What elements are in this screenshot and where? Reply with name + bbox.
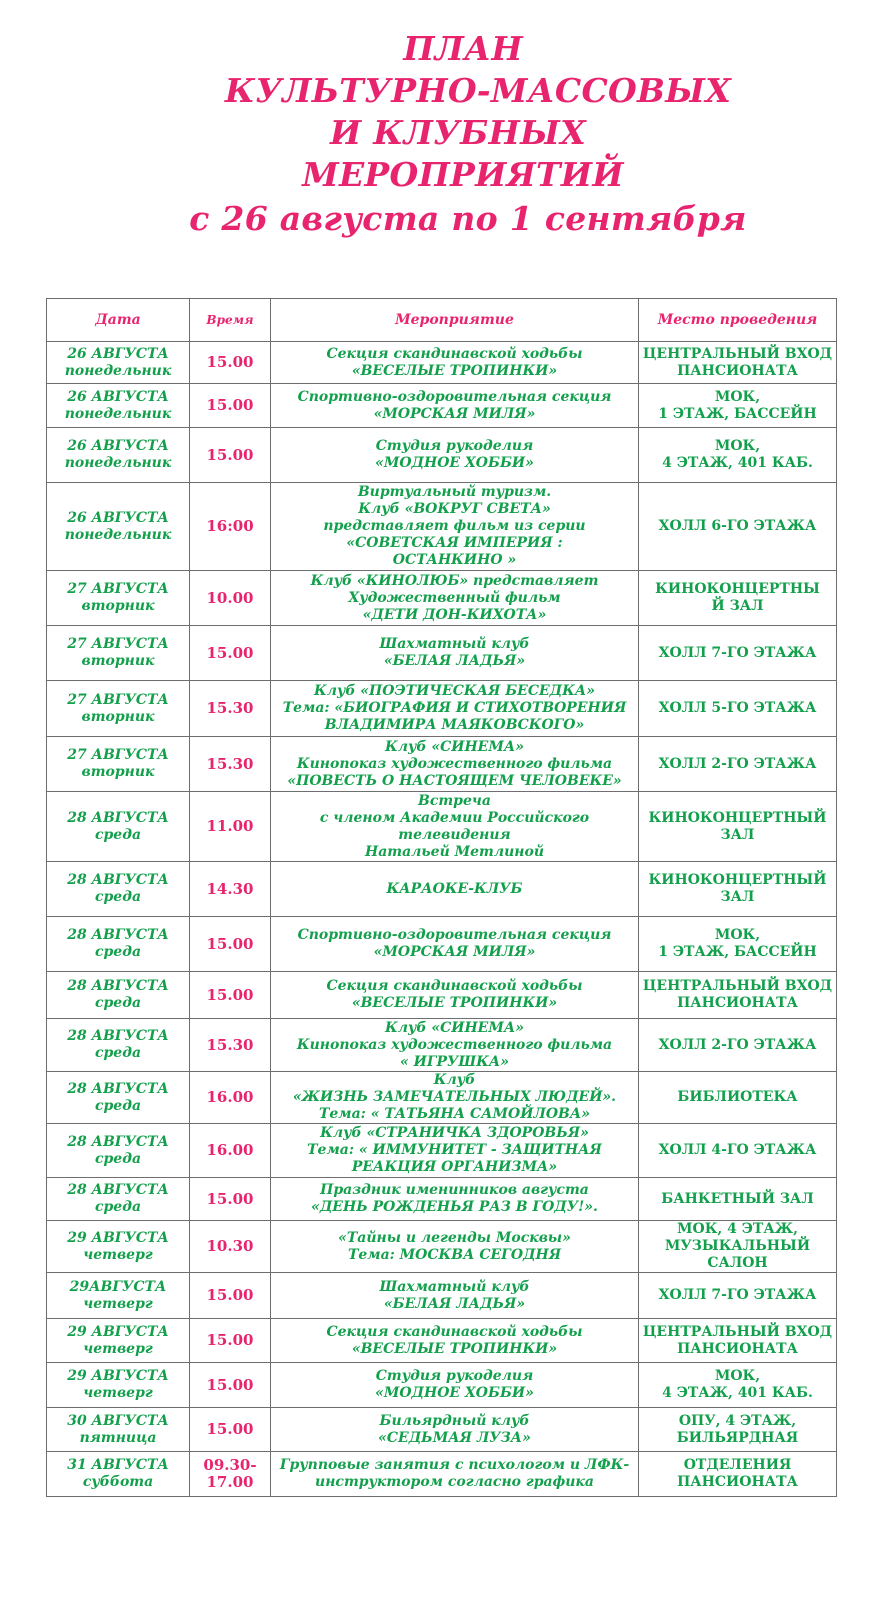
cell-event: Клуб «ПОЭТИЧЕСКАЯ БЕСЕДКА» Тема: «БИОГРАФИЯ И СТИХОТВОРЕНИЯ ВЛАДИМИРА МАЯКОВСКОГО» [271,681,639,737]
cell-place: ОТДЕЛЕНИЯ ПАНСИОНАТА [639,1452,837,1497]
cell-place: МОК, 1 ЭТАЖ, БАССЕЙН [639,917,837,972]
table-row [47,917,837,972]
cell-date: 28 АВГУСТА среда [47,972,190,1019]
table-row [47,1363,837,1408]
table-row [47,1072,837,1124]
cell-date: 27 АВГУСТА вторник [47,737,190,792]
cell-event: Секция скандинавской ходьбы «ВЕСЕЛЫЕ ТРОПИНКИ» [271,972,639,1019]
cell-time: 10.00 [190,571,271,626]
cell-place: КИНОКОНЦЕРТНЫ Й ЗАЛ [639,571,837,626]
table-header-row [47,299,837,342]
cell-time: 15.00 [190,626,271,681]
cell-event: Спортивно-оздоровительная секция «МОРСКАЯ МИЛЯ» [271,384,639,428]
cell-time: 15.00 [190,1273,271,1319]
cell-event: Клуб «СИНЕМА» Кинопоказ художественного фильма « ИГРУШКА» [271,1019,639,1072]
cell-place: БИБЛИОТЕКА [639,1072,837,1124]
cell-event: «Тайны и легенды Москвы» Тема: МОСКВА СЕГОДНЯ [271,1221,639,1273]
cell-time: 15.00 [190,1408,271,1452]
cell-place: ХОЛЛ 2-ГО ЭТАЖА [639,737,837,792]
table-row [47,571,837,626]
cell-time: 16:00 [190,483,271,571]
cell-event: Секция скандинавской ходьбы «ВЕСЕЛЫЕ ТРОПИНКИ» [271,1319,639,1363]
table-row [47,626,837,681]
table-row [47,1273,837,1319]
cell-event: Студия рукоделия «МОДНОЕ ХОББИ» [271,428,639,483]
cell-time: 15.00 [190,342,271,384]
cell-time: 16.00 [190,1072,271,1124]
cell-event: Студия рукоделия «МОДНОЕ ХОББИ» [271,1363,639,1408]
cell-date: 29 АВГУСТА четверг [47,1221,190,1273]
title-date-range: с 26 августа по 1 сентября [189,199,747,238]
schedule-rows [47,342,837,1497]
table-row [47,1408,837,1452]
table-row [47,384,837,428]
cell-time: 16.00 [190,1124,271,1178]
cell-date: 28 АВГУСТА среда [47,792,190,862]
cell-event: Шахматный клуб «БЕЛАЯ ЛАДЬЯ» [271,626,639,681]
cell-event: Шахматный клуб «БЕЛАЯ ЛАДЬЯ» [271,1273,639,1319]
cell-place: ХОЛЛ 5-ГО ЭТАЖА [639,681,837,737]
table-row [47,1019,837,1072]
cell-time: 15.00 [190,1363,271,1408]
table-row [47,1221,837,1273]
table-row [47,1452,837,1497]
table-row [47,862,837,917]
cell-time: 15.00 [190,384,271,428]
header-time: Время [190,299,271,342]
cell-time: 09.30- 17.00 [190,1452,271,1497]
cell-date: 28 АВГУСТА среда [47,862,190,917]
cell-date: 28 АВГУСТА среда [47,1072,190,1124]
cell-date: 27 АВГУСТА вторник [47,571,190,626]
cell-date: 31 АВГУСТА суббота [47,1452,190,1497]
cell-place: МОК, 4 ЭТАЖ, 401 КАБ. [639,428,837,483]
table-row [47,792,837,862]
cell-place: ХОЛЛ 7-ГО ЭТАЖА [639,626,837,681]
cell-place: БАНКЕТНЫЙ ЗАЛ [639,1178,837,1221]
cell-place: МОК, 4 ЭТАЖ, МУЗЫКАЛЬНЫЙ САЛОН [639,1221,837,1273]
cell-date: 29 АВГУСТА четверг [47,1319,190,1363]
cell-place: ОПУ, 4 ЭТАЖ, БИЛЬЯРДНАЯ [639,1408,837,1452]
cell-place: МОК, 4 ЭТАЖ, 401 КАБ. [639,1363,837,1408]
cell-date: 26 АВГУСТА понедельник [47,428,190,483]
cell-date: 26 АВГУСТА понедельник [47,342,190,384]
cell-date: 28 АВГУСТА среда [47,1124,190,1178]
cell-date: 28 АВГУСТА среда [47,1019,190,1072]
cell-date: 26 АВГУСТА понедельник [47,483,190,571]
cell-date: 26 АВГУСТА понедельник [47,384,190,428]
cell-place: ХОЛЛ 2-ГО ЭТАЖА [639,1019,837,1072]
title-line-3: И КЛУБНЫХ [330,113,586,152]
cell-time: 11.00 [190,792,271,862]
cell-place: ЦЕНТРАЛЬНЫЙ ВХОД ПАНСИОНАТА [639,1319,837,1363]
cell-event: Клуб «СТРАНИЧКА ЗДОРОВЬЯ» Тема: « ИММУНИТЕТ - ЗАЩИТНАЯ РЕАКЦИЯ ОРГАНИЗМА» [271,1124,639,1178]
cell-time: 15.00 [190,428,271,483]
cell-date: 27 АВГУСТА вторник [47,681,190,737]
cell-event: Встреча с членом Академии Российского телевидения Натальей Метлиной [271,792,639,862]
table-row [47,681,837,737]
cell-time: 14.30 [190,862,271,917]
cell-event: Спортивно-оздоровительная секция «МОРСКАЯ МИЛЯ» [271,917,639,972]
cell-time: 15.00 [190,1178,271,1221]
cell-event: Клуб «ЖИЗНЬ ЗАМЕЧАТЕЛЬНЫХ ЛЮДЕЙ». Тема: « ТАТЬЯНА САМОЙЛОВА» [271,1072,639,1124]
cell-place: ХОЛЛ 7-ГО ЭТАЖА [639,1273,837,1319]
cell-event: Клуб «КИНОЛЮБ» представляет Художественный фильм «ДЕТИ ДОН-КИХОТА» [271,571,639,626]
cell-date: 29 АВГУСТА четверг [47,1363,190,1408]
cell-event: Бильярдный клуб «СЕДЬМАЯ ЛУЗА» [271,1408,639,1452]
cell-event: Клуб «СИНЕМА» Кинопоказ художественного фильма «ПОВЕСТЬ О НАСТОЯЩЕМ ЧЕЛОВЕКЕ» [271,737,639,792]
cell-place: ЦЕНТРАЛЬНЫЙ ВХОД ПАНСИОНАТА [639,342,837,384]
table-row [47,972,837,1019]
cell-place: ХОЛЛ 4-ГО ЭТАЖА [639,1124,837,1178]
cell-date: 30 АВГУСТА пятница [47,1408,190,1452]
cell-place: МОК, 1 ЭТАЖ, БАССЕЙН [639,384,837,428]
title-line-2: КУЛЬТУРНО-МАССОВЫХ [224,71,732,110]
table-row [47,342,837,384]
cell-event: КАРАОКЕ-КЛУБ [271,862,639,917]
cell-event: Праздник именинников августа «ДЕНЬ РОЖДЕНЬЯ РАЗ В ГОДУ!». [271,1178,639,1221]
cell-date: 28 АВГУСТА среда [47,917,190,972]
cell-event: Групповые занятия с психологом и ЛФК- инструктором согласно графика [271,1452,639,1497]
table-row [47,1319,837,1363]
cell-event: Виртуальный туризм. Клуб «ВОКРУГ СВЕТА» представляет фильм из серии «СОВЕТСКАЯ ИМПЕРИЯ : ОСТАНКИНО » [271,483,639,571]
table-row [47,428,837,483]
table-row [47,1124,837,1178]
cell-date: 28 АВГУСТА среда [47,1178,190,1221]
cell-time: 10.30 [190,1221,271,1273]
cell-time: 15.00 [190,917,271,972]
cell-time: 15.00 [190,1319,271,1363]
cell-time: 15.30 [190,737,271,792]
cell-time: 15.00 [190,972,271,1019]
cell-place: КИНОКОНЦЕРТНЫЙ ЗАЛ [639,862,837,917]
document-title [0,28,896,240]
table-row [47,1178,837,1221]
schedule-table [46,298,837,1497]
cell-date: 29АВГУСТА четверг [47,1273,190,1319]
cell-event: Секция скандинавской ходьбы «ВЕСЕЛЫЕ ТРОПИНКИ» [271,342,639,384]
header-date: Дата [47,299,190,342]
cell-date: 27 АВГУСТА вторник [47,626,190,681]
cell-place: ХОЛЛ 6-ГО ЭТАЖА [639,483,837,571]
table-row [47,483,837,571]
cell-time: 15.30 [190,1019,271,1072]
header-event: Мероприятие [271,299,639,342]
cell-time: 15.30 [190,681,271,737]
cell-place: КИНОКОНЦЕРТНЫЙ ЗАЛ [639,792,837,862]
title-line-1: ПЛАН [403,29,523,68]
table-row [47,737,837,792]
title-line-4: МЕРОПРИЯТИЙ [302,155,624,194]
header-place: Место проведения [639,299,837,342]
cell-place: ЦЕНТРАЛЬНЫЙ ВХОД ПАНСИОНАТА [639,972,837,1019]
